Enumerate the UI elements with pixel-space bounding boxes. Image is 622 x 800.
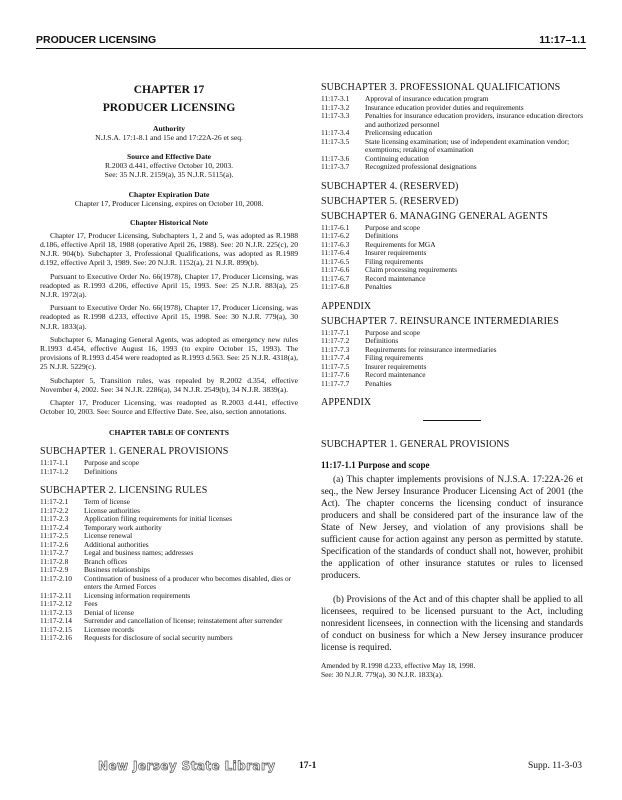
toc-subchapter-1-title: SUBCHAPTER 1. GENERAL PROVISIONS — [40, 446, 229, 458]
toc-row: 11:17-2.4 Temporary work authority — [40, 522, 162, 532]
right-column — [321, 78, 583, 679]
toc-row: 11:17-6.8 Penalties — [321, 282, 392, 291]
source-line-2: See: 35 N.J.R. 2159(a), 35 N.J.R. 5115(a). — [104, 170, 234, 180]
toc-row: 11:17-2.16 Requests for disclosure of social security numbers — [40, 633, 233, 643]
chapter-title: PRODUCER LICENSING — [102, 102, 236, 114]
toc-row: 11:17-6.3 Requirements for MGA — [321, 239, 436, 249]
toc-subchapter-6-title: SUBCHAPTER 6. MANAGING GENERAL AGENTS — [321, 210, 548, 222]
toc-row: 11:17-2.1 Term of license — [40, 497, 130, 507]
toc-row: 11:17-6.4 Insurer requirements — [321, 248, 427, 257]
history-note: Subchapter 6, Managing General Agents, was adopted as emergency new rules R.1993 d.454, effective August 16, 1993 (to expire October 15, 1993). The provisions of R.1993 d.454 were readopted as R.1993 d.563. See: 25 N.J.R. 4318(a), 25 N.J.R. 5229(c). — [40, 334, 298, 372]
toc-row: 11:17-2.3 Application filing requirements for initial licenses — [40, 514, 232, 524]
toc-subchapter-7-title: SUBCHAPTER 7. REINSURANCE INTERMEDIARIES — [321, 315, 559, 327]
source-line-1: R.2003 d.441, effective October 10, 2003. — [104, 161, 234, 171]
header-chapter-name: PRODUCER LICENSING — [36, 34, 157, 46]
toc-subchapter-2 — [40, 498, 298, 643]
history-note: Chapter 17, Producer Licensing, was readopted as R.2003 d.441, effective October 10, 2003. See: Source and Effective Date. See, also, section annotations. — [40, 398, 298, 417]
amendment-line: Amended by R.1998 d.233, effective May 18, 1998. — [321, 661, 476, 670]
toc-subchapter-2-title: SUBCHAPTER 2. LICENSING RULES — [40, 485, 208, 497]
toc-row: 11:17-2.7 Legal and business names; addresses — [40, 548, 194, 558]
history-note: Chapter 17, Producer Licensing, Subchapters 1, 2 and 5, was adopted as R.1988 d.186, effective April 18, 1988 (operative April 26, 1988). See: 20 N.J.R. 225(c), 20 N.J.R. 904(b). Subchapter 3, Professional Qualifications, was adopted as R.1989 d.192, effective April 3, 1989. See: 20 N.J.R. 1152(a), 21 N.J.R. 899(b). — [40, 230, 298, 268]
toc-row: 11:17-6.6 Claim processing requirements — [321, 265, 457, 274]
toc-row: 11:17-7.2 Definitions — [321, 336, 399, 345]
history-note: Pursuant to Executive Order No. 66(1978), Chapter 17, Producer Licensing, was readopted as R.1993 d.206, effective April 15, 1993. See: 25 N.J.R. 883(a), 25 N.J.R. 1972(a). — [40, 271, 298, 300]
amendment-line: See: 30 N.J.R. 779(a), 30 N.J.R. 1833(a). — [321, 670, 443, 679]
expiration-text: Chapter 17, Producer Licensing, expires on October 10, 2008. — [74, 198, 264, 208]
history-heading: Chapter Historical Note — [130, 217, 208, 227]
toc-row: 11:17-3.3 Penalties for insurance education providers, insurance education directors and authorized personnel — [321, 111, 583, 129]
body-subchapter-title: SUBCHAPTER 1. GENERAL PROVISIONS — [321, 439, 510, 450]
toc-row: 11:17-2.10 Continuation of business of a producer who becomes disabled, dies or enters the Armed Forces — [40, 573, 292, 592]
toc-row: 11:17-7.5 Insurer requirements — [321, 361, 427, 371]
toc-row: 11:17-2.9 Business relationships — [40, 565, 150, 575]
toc-row: 11:17-1.1 Purpose and scope — [40, 458, 140, 468]
source-heading: Source and Effective Date — [126, 152, 211, 162]
paragraph-b: (b) Provisions of the Act and of this chapter shall be applied to all licensees, required to be licensed pursuant to the Act, including nonresident licensees, in connection with the licensing and standards of conduct on business for which a New Jersey insurance producer license is required. — [321, 595, 583, 653]
authority-text: N.J.S.A. 17:1-8.1 and 15e and 17:22A-26 et seq. — [95, 133, 243, 142]
toc-row: 11:17-3.4 Prelicensing education — [321, 128, 433, 137]
running-header — [36, 34, 586, 49]
toc-row: 11:17-1.2 Definitions — [40, 466, 118, 476]
toc-row: 11:17-3.5 State licensing examination; use of independent examination vendor; exemptions; retaking of examination — [321, 136, 570, 154]
toc-row: 11:17-7.4 Filing requirements — [321, 353, 424, 362]
toc-row: 11:17-7.3 Requirements for reinsurance intermediaries — [321, 344, 497, 354]
toc-row: 11:17-2.6 Additional authorities — [40, 539, 149, 549]
paragraph-a: (a) This chapter implements provisions of N.J.S.A. 17:22A-26 et seq., the New Jersey Insurance Producer Licensing Act of 2001 (the Act). The chapter concerns the licensing conduct of insurance producers and shall be considered part of the insurance law of the State of New Jersey, and violation of any provisions shall be sufficient cause for action against any person as permitted by statute. Specification of the standards of conduct shall not, however, prohibit the application of other insurance statutes or rules to licensed producers. — [321, 475, 583, 581]
toc-subchapter-6 — [321, 224, 457, 292]
toc-row: 11:17-7.7 Penalties — [321, 378, 392, 388]
history-note: Pursuant to Executive Order No. 66(1978), Chapter 17, Producer Licensing, was readopted as R.1998 d.233, effective April 15, 1998. See: 30 N.J.R. 779(a), 30 N.J.R. 1833(a). — [40, 303, 298, 331]
toc-row: 11:17-2.11 Licensing information requirements — [40, 590, 191, 600]
toc-row: 11:17-3.6 Continuing education — [321, 153, 429, 163]
supplement-date: Supp. 11-3-03 — [527, 761, 582, 771]
toc-row: 11:17-6.5 Filing requirements — [321, 256, 424, 266]
toc-subchapter-5-title: SUBCHAPTER 5. (RESERVED) — [321, 195, 459, 207]
section-divider — [423, 420, 481, 421]
section-heading: 11:17-1.1 Purpose and scope — [321, 460, 430, 470]
toc-subchapter-7 — [321, 329, 497, 389]
authority-heading: Authority — [152, 124, 186, 133]
toc-row: 11:17-7.6 Record maintenance — [321, 370, 426, 379]
left-column — [40, 78, 298, 643]
amendment-note — [321, 661, 583, 679]
toc-appendix: APPENDIX — [321, 397, 372, 408]
toc-row: 11:17-2.12 Fees — [40, 599, 98, 609]
toc-row: 11:17-7.1 Purpose and scope — [321, 327, 421, 337]
toc-subchapter-3-title: SUBCHAPTER 3. PROFESSIONAL QUALIFICATIONS — [321, 82, 561, 93]
chapter-number: CHAPTER 17 — [133, 84, 205, 96]
toc-heading: CHAPTER TABLE OF CONTENTS — [109, 428, 229, 438]
toc-row: 11:17-2.2 License authorities — [40, 505, 141, 515]
expiration-heading: Chapter Expiration Date — [128, 189, 210, 199]
page-footer — [0, 759, 622, 775]
toc-subchapter-4-title: SUBCHAPTER 4. (RESERVED) — [321, 180, 459, 192]
toc-subchapter-1 — [40, 459, 139, 476]
toc-row: 11:17-6.1 Purpose and scope — [321, 222, 421, 232]
toc-row: 11:17-2.13 Denial of license — [40, 607, 135, 617]
toc-row: 11:17-2.15 Licensee records — [40, 624, 134, 634]
toc-row: 11:17-3.2 Insurance education provider duties and requirements — [321, 102, 524, 112]
toc-row: 11:17-2.8 Branch offices — [40, 556, 128, 566]
toc-appendix: APPENDIX — [321, 300, 372, 312]
toc-row: 11:17-2.5 License renewal — [40, 531, 133, 541]
history-note: Subchapter 5, Transition rules, was repealed by R.2002 d.354, effective November 4, 2002. See: 34 N.J.R. 2286(a), 34 N.J.R. 2549(b), 34 N.J.R. 3839(a). — [40, 375, 298, 394]
toc-subchapter-3 — [321, 95, 583, 172]
header-section-number: 11:17–1.1 — [539, 34, 586, 46]
toc-row: 11:17-6.2 Definitions — [321, 231, 399, 240]
toc-row: 11:17-6.7 Record maintenance — [321, 273, 426, 283]
library-watermark: New Jersey State Library — [98, 759, 276, 773]
toc-row: 11:17-3.1 Approval of insurance education program — [321, 94, 489, 103]
page-number: 17-1 — [299, 761, 317, 771]
toc-row: 11:17-3.7 Recognized professional designations — [321, 162, 477, 171]
toc-row: 11:17-2.14 Surrender and cancellation of license; reinstatement after surrender — [40, 616, 283, 626]
